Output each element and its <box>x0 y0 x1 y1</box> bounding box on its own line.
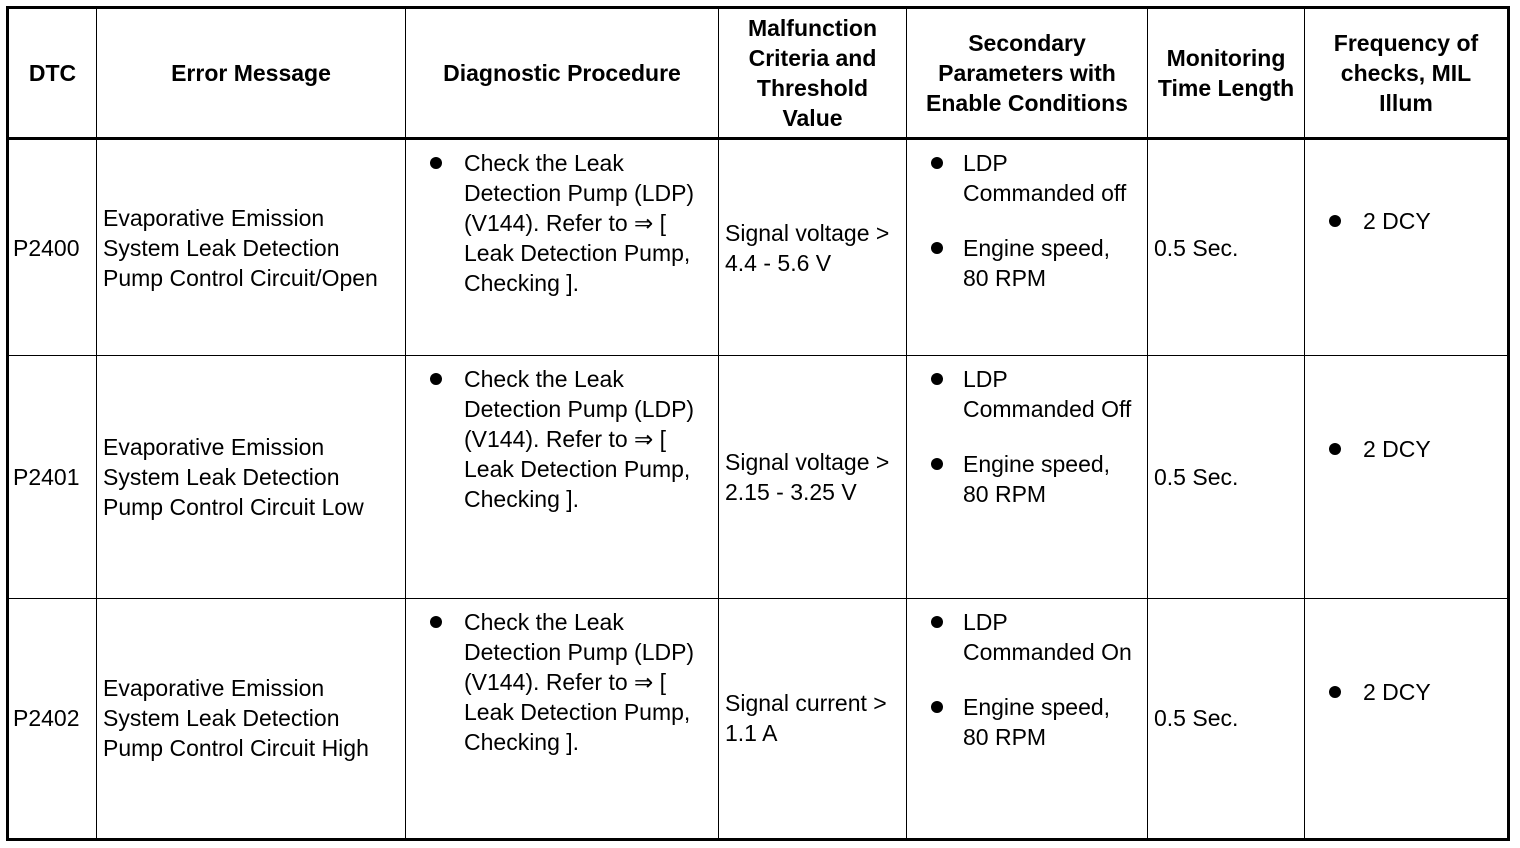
secondary-parameter: LDP Commanded off <box>963 150 1127 207</box>
table-row <box>8 356 1509 598</box>
secondary-parameter: LDP Commanded Off <box>963 366 1132 423</box>
error-message: Evaporative Emission System Leak Detection Pump Control Circuit Low <box>97 356 406 598</box>
header-error-message: Error Message <box>97 8 406 139</box>
frequency <box>1305 139 1509 356</box>
malfunction-criteria: Signal voltage > 2.15 - 3.25 V <box>719 356 907 598</box>
header-malfunction-criteria: Malfunction Criteria and Threshold Value <box>719 8 907 139</box>
header-secondary-parameters: Secondary Parameters with Enable Conditions <box>907 8 1148 139</box>
frequency <box>1305 598 1509 839</box>
frequency-text: 2 DCY <box>1363 678 1431 705</box>
bullet-icon <box>931 242 943 254</box>
diagnostic-procedure <box>406 356 719 598</box>
monitoring-time: 0.5 Sec. <box>1148 139 1305 356</box>
bullet-icon <box>430 373 442 385</box>
dtc-code: P2400 <box>8 139 97 356</box>
secondary-parameters <box>907 598 1148 839</box>
secondary-parameters <box>907 139 1148 356</box>
bullet-icon <box>1329 215 1341 227</box>
monitoring-time: 0.5 Sec. <box>1148 356 1305 598</box>
bullet-icon <box>1329 686 1341 698</box>
header-frequency: Frequency of checks, MIL Illum <box>1305 8 1509 139</box>
secondary-parameter: Engine speed, 80 RPM <box>963 693 1111 750</box>
dtc-table <box>6 6 1510 841</box>
header-dtc: DTC <box>8 8 97 139</box>
secondary-parameter: Engine speed, 80 RPM <box>963 451 1111 508</box>
diagnostic-procedure <box>406 598 719 839</box>
diagnostic-procedure <box>406 139 719 356</box>
table-row <box>8 598 1509 839</box>
table-row <box>8 139 1509 356</box>
frequency <box>1305 356 1509 598</box>
header-diagnostic-procedure: Diagnostic Procedure <box>406 8 719 139</box>
procedure-text: Check the Leak Detection Pump (LDP) (V144). Refer to ⇒ [ Leak Detection Pump, Checking ]. <box>464 150 695 297</box>
bullet-icon <box>430 616 442 628</box>
bullet-icon <box>931 157 943 169</box>
secondary-parameter: LDP Commanded On <box>963 608 1132 665</box>
bullet-icon <box>1329 443 1341 455</box>
header-monitoring-time: Monitoring Time Length <box>1148 8 1305 139</box>
dtc-code: P2402 <box>8 598 97 839</box>
header-row <box>8 8 1509 139</box>
bullet-icon <box>931 458 943 470</box>
bullet-icon <box>931 616 943 628</box>
malfunction-criteria: Signal voltage > 4.4 - 5.6 V <box>719 139 907 356</box>
secondary-parameters <box>907 356 1148 598</box>
dtc-code: P2401 <box>8 356 97 598</box>
bullet-icon <box>430 157 442 169</box>
procedure-text: Check the Leak Detection Pump (LDP) (V144). Refer to ⇒ [ Leak Detection Pump, Checking ]. <box>464 608 695 755</box>
bullet-icon <box>931 373 943 385</box>
secondary-parameter: Engine speed, 80 RPM <box>963 235 1111 292</box>
bullet-icon <box>931 701 943 713</box>
procedure-text: Check the Leak Detection Pump (LDP) (V144). Refer to ⇒ [ Leak Detection Pump, Checking ]. <box>464 366 695 513</box>
frequency-text: 2 DCY <box>1363 436 1431 463</box>
error-message: Evaporative Emission System Leak Detection Pump Control Circuit/Open <box>97 139 406 356</box>
monitoring-time: 0.5 Sec. <box>1148 598 1305 839</box>
malfunction-criteria: Signal current > 1.1 A <box>719 598 907 839</box>
frequency-text: 2 DCY <box>1363 208 1431 235</box>
error-message: Evaporative Emission System Leak Detection Pump Control Circuit High <box>97 598 406 839</box>
